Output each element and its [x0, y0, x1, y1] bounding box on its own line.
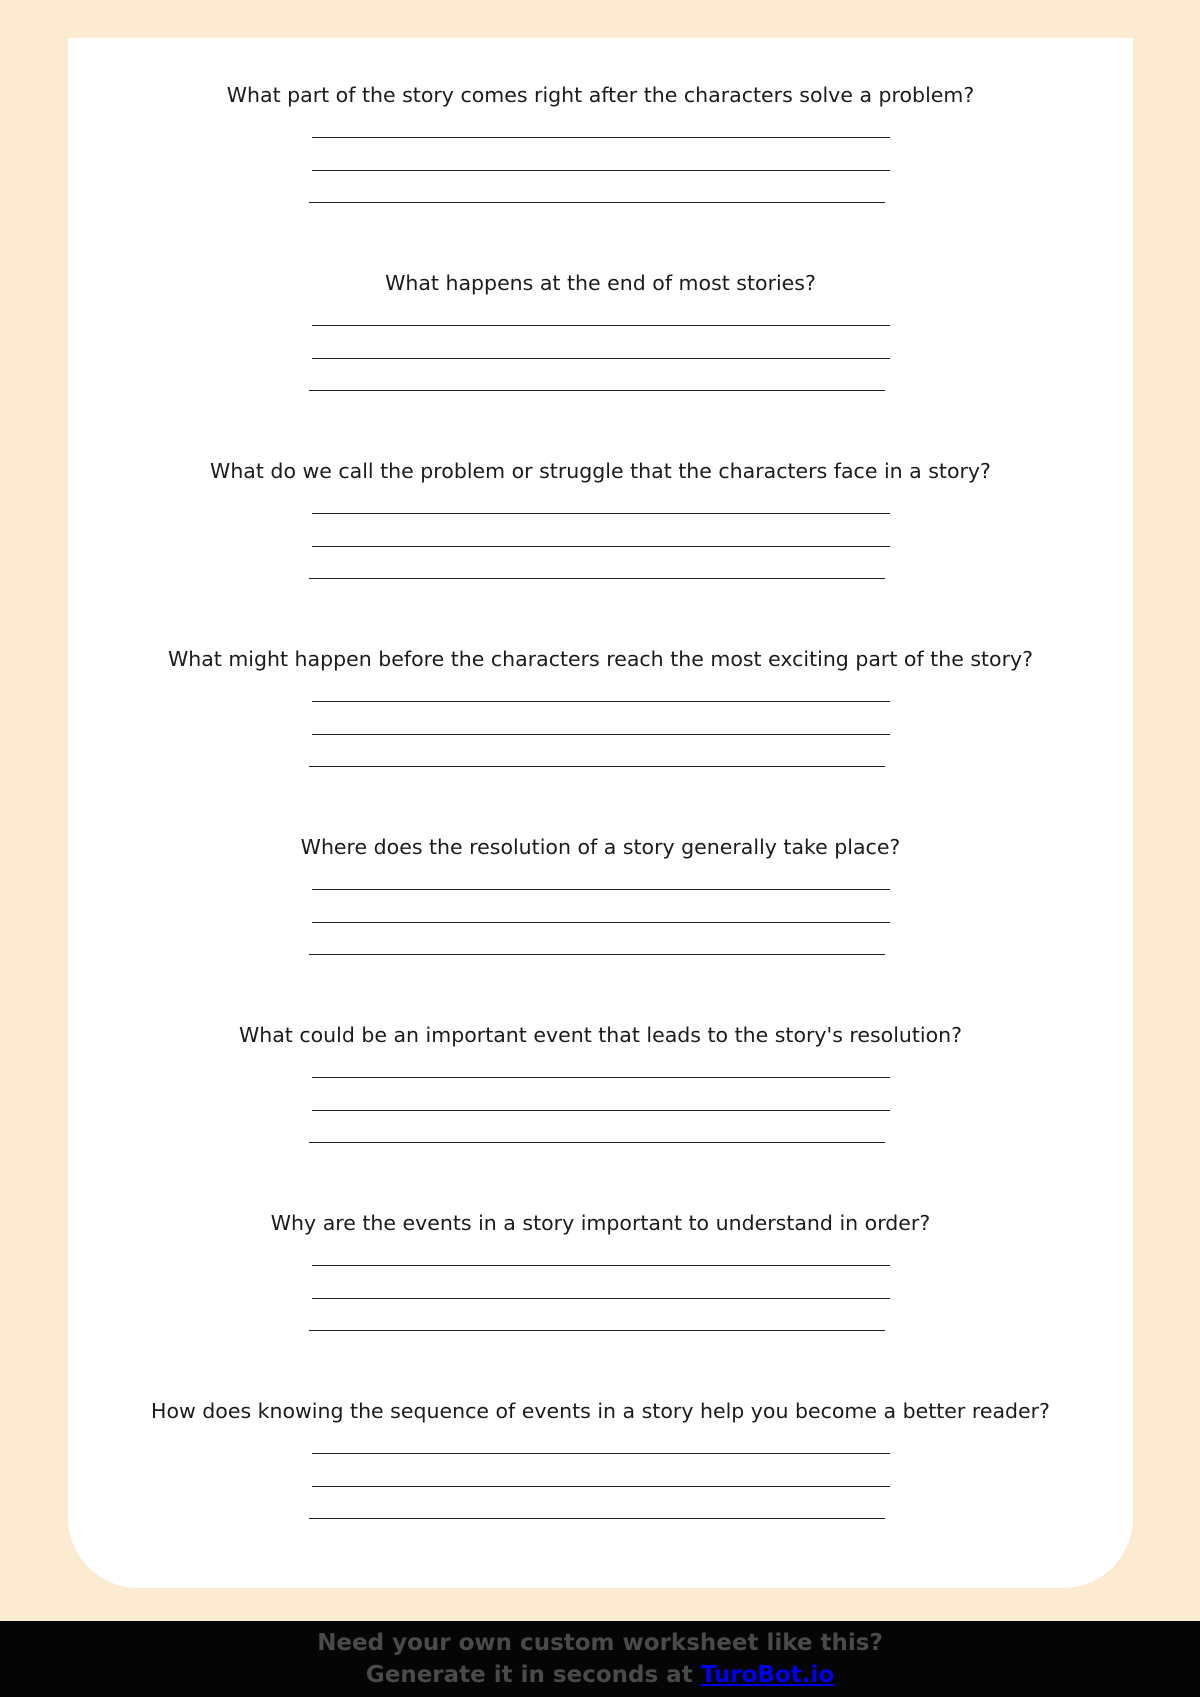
answer-line: [312, 170, 890, 171]
answer-line: [312, 1077, 890, 1078]
answer-line: [312, 1453, 890, 1454]
answer-line: [312, 734, 890, 735]
answer-line: [312, 701, 890, 702]
question-text: How does knowing the sequence of events in a story help you become a better reader?: [151, 1399, 1050, 1423]
question-block-2: [68, 226, 1133, 396]
answer-line: [309, 578, 885, 579]
answer-line: [309, 390, 885, 391]
question-block-3: [68, 414, 1133, 584]
question-text: What do we call the problem or struggle that the characters face in a story?: [210, 459, 991, 483]
answer-line: [309, 202, 885, 203]
answer-line: [312, 1265, 890, 1266]
answer-line: [312, 1298, 890, 1299]
answer-line: [312, 889, 890, 890]
answer-line: [309, 954, 885, 955]
answer-line: [312, 325, 890, 326]
footer-subline-text: Generate it in seconds at: [365, 1662, 701, 1688]
question-block-5: [68, 790, 1133, 960]
question-text: What part of the story comes right after the characters solve a problem?: [226, 83, 975, 107]
question-block-8: [68, 1354, 1133, 1524]
answer-line: [312, 1486, 890, 1487]
question-text: What could be an important event that leads to the story's resolution?: [238, 1023, 963, 1047]
answer-line: [312, 358, 890, 359]
answer-line: [312, 546, 890, 547]
question-text: Why are the events in a story important to understand in order?: [270, 1211, 931, 1235]
answer-line: [312, 513, 890, 514]
promo-footer: [0, 1621, 1200, 1697]
answer-line: [312, 922, 890, 923]
question-block-1: [68, 38, 1133, 208]
answer-line: [312, 137, 890, 138]
question-block-7: [68, 1166, 1133, 1336]
footer-headline: Need your own custom worksheet like this?: [317, 1630, 883, 1656]
answer-line: [309, 1142, 885, 1143]
footer-subline: [0, 1659, 1200, 1691]
question-block-6: [68, 978, 1133, 1148]
answer-line: [312, 1110, 890, 1111]
question-block-4: [68, 602, 1133, 772]
question-text: What happens at the end of most stories?: [385, 271, 816, 295]
answer-line: [309, 1518, 885, 1519]
question-text: Where does the resolution of a story generally take place?: [300, 835, 901, 859]
question-text: What might happen before the characters reach the most exciting part of the story?: [167, 647, 1034, 671]
turobot-link[interactable]: TuroBot.io: [700, 1662, 835, 1688]
answer-line: [309, 766, 885, 767]
worksheet-page: [68, 38, 1133, 1588]
answer-line: [309, 1330, 885, 1331]
